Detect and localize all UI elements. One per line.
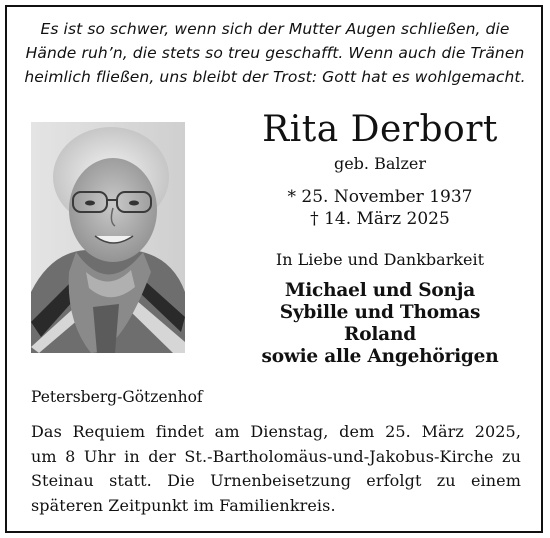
mourner: Sybille und Thomas [279,302,481,323]
quote-line: Hände ruh’n, die stets so treu geschafft. Wenn auch die Tränen [25,44,525,62]
portrait-illustration [31,122,185,353]
maiden-name: geb. Balzer [333,154,427,173]
portrait-photo [31,122,185,353]
life-dates [228,186,532,230]
service-line: Steinau statt. Die Urnenbeisetzung erfolgt zu einem [31,471,521,490]
birth-date: * 25. November 1937 [287,187,473,207]
service-line: um 8 Uhr in der St.-Bartholomäus-und-Jakobus-Kirche zu [31,446,521,466]
quote-line: Es ist so schwer, wenn sich der Mutter Augen schließen, die [40,20,510,38]
mourner: sowie alle Angehörigen [261,346,499,367]
quote-line: heimlich fließen, uns bleibt der Trost: Gott hat es wohlgemacht. [24,68,526,86]
mourners-list [228,280,532,368]
memorial-quote [14,17,536,89]
dedication: In Liebe und Dankbarkeit [275,250,485,269]
service-notice [31,420,521,518]
death-date: † 14. März 2025 [310,209,450,229]
place-name: Petersberg-Götzenhof [31,388,203,406]
mourner: Roland [344,324,416,345]
deceased-name: Rita Derbort [262,109,498,150]
mourner: Michael und Sonja [284,280,476,301]
service-line: späteren Zeitpunkt im Familienkreis. [31,495,336,515]
service-line: Das Requiem findet am Dienstag, dem 25. März 2025, [31,422,521,441]
